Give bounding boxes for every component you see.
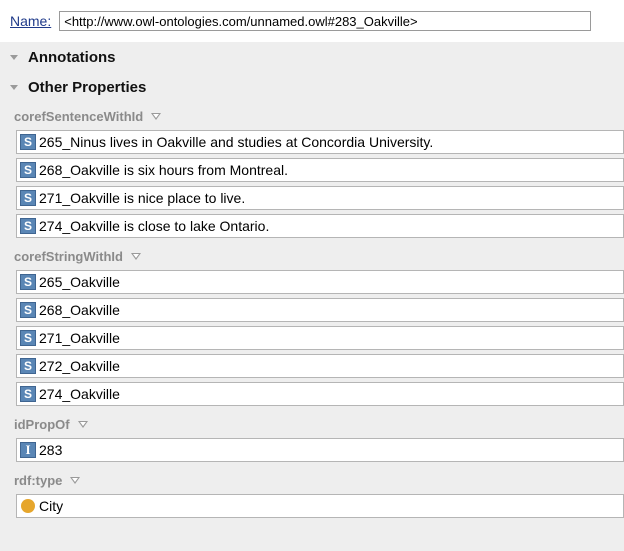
property-label: corefStringWithId <box>14 248 123 264</box>
string-type-icon: S <box>20 190 36 206</box>
property-label: corefSentenceWithId <box>14 108 144 124</box>
string-type-icon: S <box>20 386 36 402</box>
value-row[interactable] <box>16 494 624 518</box>
annotations-title: Annotations <box>28 48 116 66</box>
value-row[interactable] <box>16 214 624 238</box>
properties-panel <box>0 42 624 551</box>
value-text: 265_Ninus lives in Oakville and studies at Concordia University. <box>39 134 434 150</box>
value-row[interactable] <box>16 158 624 182</box>
dropdown-triangle-icon[interactable] <box>131 253 141 260</box>
value-row[interactable] <box>16 438 624 462</box>
dropdown-triangle-icon[interactable] <box>78 421 88 428</box>
property-header-corefsentencewithid <box>0 102 624 130</box>
property-header-corefstringwithid <box>0 242 624 270</box>
string-type-icon: S <box>20 358 36 374</box>
property-header-idpropof <box>0 410 624 438</box>
string-type-icon: S <box>20 330 36 346</box>
value-text: 265_Oakville <box>39 274 120 290</box>
string-type-icon: S <box>20 218 36 234</box>
value-text: 274_Oakville is close to lake Ontario. <box>39 218 270 234</box>
value-text: City <box>39 498 64 514</box>
dropdown-triangle-icon[interactable] <box>151 113 161 120</box>
value-text: 271_Oakville <box>39 330 120 346</box>
value-row[interactable] <box>16 382 624 406</box>
string-type-icon: S <box>20 162 36 178</box>
dropdown-triangle-icon[interactable] <box>70 477 80 484</box>
collapse-triangle-icon[interactable] <box>10 55 18 60</box>
individual-type-icon: I <box>20 442 36 458</box>
name-row <box>10 8 591 34</box>
name-field[interactable]: <http://www.owl-ontologies.com/unnamed.owl#283_Oakville> <box>59 11 591 31</box>
value-row[interactable] <box>16 354 624 378</box>
property-label: idPropOf <box>14 416 70 432</box>
value-row[interactable] <box>16 298 624 322</box>
name-label-link[interactable]: Name: <box>10 13 52 29</box>
value-text: 274_Oakville <box>39 386 120 402</box>
other-properties-title: Other Properties <box>28 78 147 96</box>
value-row[interactable] <box>16 130 624 154</box>
value-text: 272_Oakville <box>39 358 120 374</box>
collapse-triangle-icon[interactable] <box>10 85 18 90</box>
value-row[interactable] <box>16 186 624 210</box>
property-label: rdf:type <box>14 472 63 488</box>
property-header-rdf-type <box>0 466 624 494</box>
annotations-section-header[interactable] <box>0 42 624 72</box>
value-row[interactable] <box>16 326 624 350</box>
string-type-icon: S <box>20 134 36 150</box>
value-text: 271_Oakville is nice place to live. <box>39 190 246 206</box>
other-properties-section-header[interactable] <box>0 72 624 102</box>
value-text: 268_Oakville is six hours from Montreal. <box>39 162 288 178</box>
value-text: 268_Oakville <box>39 302 120 318</box>
value-row[interactable] <box>16 270 624 294</box>
string-type-icon: S <box>20 274 36 290</box>
string-type-icon: S <box>20 302 36 318</box>
value-text: 283 <box>39 442 63 458</box>
class-dot-icon <box>21 499 35 513</box>
